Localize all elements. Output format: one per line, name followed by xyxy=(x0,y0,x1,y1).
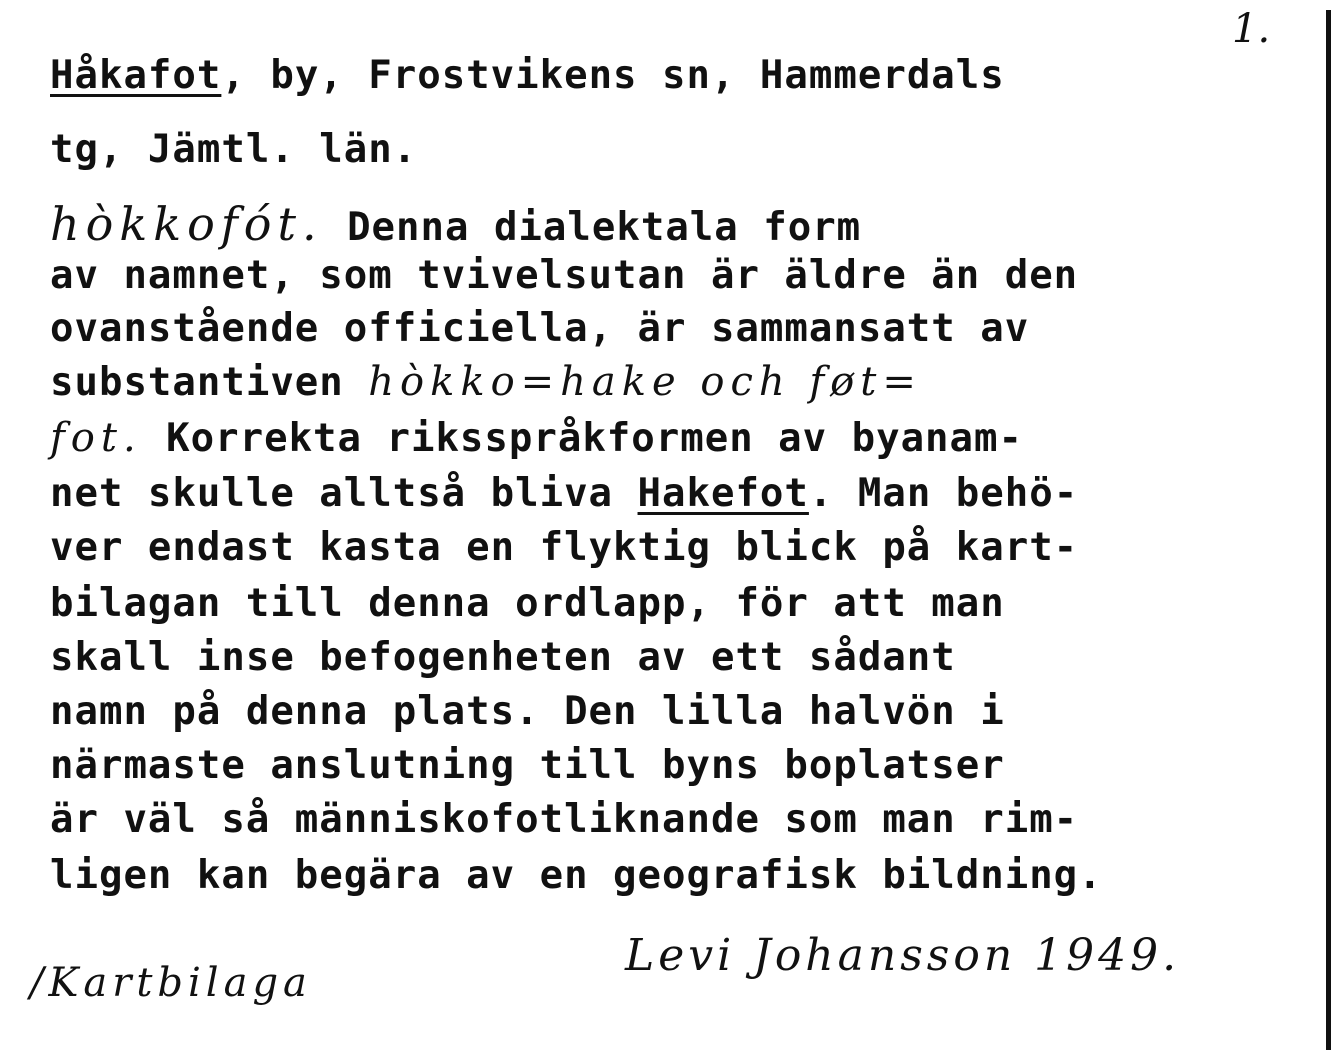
place-details: , by, Frostvikens sn, Hammerdals xyxy=(221,53,1005,98)
card-edge-line xyxy=(1326,10,1331,1050)
page-number: 1. xyxy=(1232,6,1271,52)
text-line-11: skall inse befogenheten av ett sådant xyxy=(50,635,956,680)
text-line-8 xyxy=(50,470,1078,518)
text-line-10: bilagan till denna ordlapp, för att man xyxy=(50,581,1005,626)
etymology-handwritten: hòkko=hake och føt= xyxy=(368,359,922,405)
text-line-14: är väl så människofotliknande som man rim- xyxy=(50,797,1079,842)
signature-handwritten: Levi Johansson 1949. xyxy=(625,930,1181,981)
text-fragment: net skulle alltså bliva xyxy=(50,471,638,516)
text-line-12: namn på denna plats. Den lilla halvön i xyxy=(50,689,1005,734)
text-line-7 xyxy=(50,414,1023,463)
text-fragment: . Man behö- xyxy=(808,471,1079,516)
text-line-15: ligen kan begära av en geografisk bildning. xyxy=(50,853,1103,898)
text-line-5: ovanstående officiella, är sammansatt av xyxy=(50,306,1030,351)
text-line-4: av namnet, som tvivelsutan är äldre än den xyxy=(50,253,1079,298)
heading-line-1 xyxy=(50,52,1005,100)
text-fragment: Denna dialektala form xyxy=(322,205,862,250)
text-line-6 xyxy=(50,358,922,407)
text-fragment: Korrekta riksspråkformen av byanam- xyxy=(141,416,1023,461)
text-fragment: substantiven xyxy=(50,360,369,405)
text-line-3 xyxy=(50,197,862,252)
dialect-form-handwritten: hòkkofót. xyxy=(50,197,323,251)
correct-form: Hakefot xyxy=(637,471,809,516)
etymology-handwritten-cont: fot. xyxy=(50,415,142,461)
text-line-13: närmaste anslutning till byns boplatser xyxy=(50,743,1005,788)
place-name: Håkafot xyxy=(50,53,222,98)
heading-line-2: tg, Jämtl. län. xyxy=(50,127,418,172)
text-line-9: ver endast kasta en flyktig blick på kart- xyxy=(50,525,1079,570)
map-attachment-note: /Kartbilaga xyxy=(30,960,312,1006)
